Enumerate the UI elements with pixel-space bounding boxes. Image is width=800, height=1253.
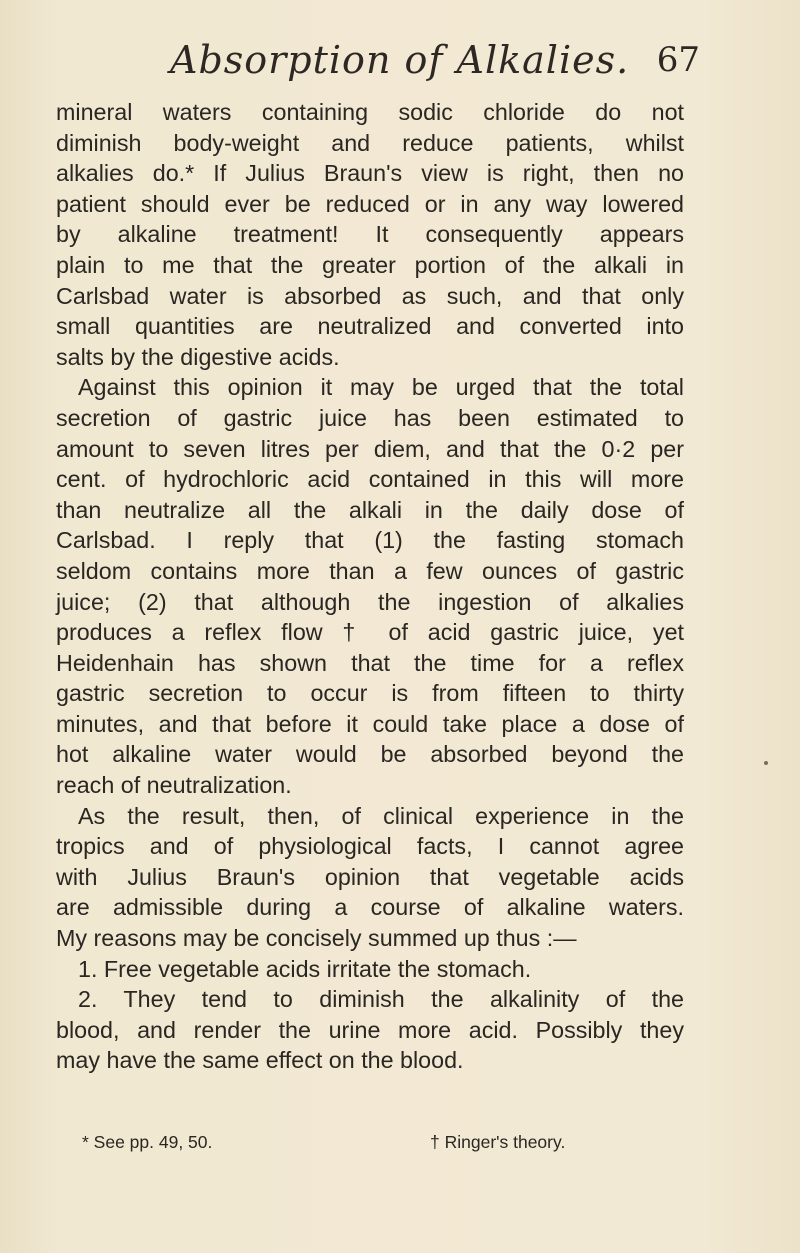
text-line: salts by the digestive acids.: [56, 343, 340, 370]
text-line: reach of neutralization.: [56, 772, 292, 799]
text-line: small quantities are neutralized and converted into: [56, 313, 684, 340]
text-line: by alkaline treatment! It consequently appears: [56, 221, 684, 248]
text-line: 1. Free vegetable acids irritate the stomach.: [78, 955, 532, 982]
margin-speck: [764, 761, 768, 765]
text-line: juice; (2) that although the ingestion of alkalies: [56, 588, 684, 615]
text-line: may have the same effect on the blood.: [56, 1047, 464, 1074]
text-line: patient should ever be reduced or in any way lowered: [56, 190, 684, 217]
text-line: with Julius Braun's opinion that vegetable acids: [56, 863, 684, 890]
running-header: [160, 38, 700, 88]
text-line: alkalies do.* If Julius Braun's view is right, then no: [56, 160, 684, 187]
text-line: hot alkaline water would be absorbed beyond the: [56, 741, 684, 768]
page-number: 67: [656, 40, 700, 80]
text-line: plain to me that the greater portion of the alkali in: [56, 251, 684, 278]
text-line: produces a reflex flow † of acid gastric juice, yet: [56, 619, 684, 646]
text-line: mineral waters containing sodic chloride do not: [56, 99, 684, 125]
footnote-star: * See pp. 49, 50.: [82, 1132, 213, 1152]
text-line: Heidenhain has shown that the time for a reflex: [56, 649, 684, 676]
running-title: Absorption of Alkalies.: [170, 38, 630, 82]
text-line: Against this opinion it may be urged that the total: [78, 374, 684, 401]
text-line: My reasons may be concisely summed up thus :—: [56, 925, 577, 952]
text-line: Carlsbad. I reply that (1) the fasting stomach: [56, 527, 684, 554]
text-line: minutes, and that before it could take place a dose of: [56, 710, 684, 737]
body-text: [56, 97, 684, 1076]
text-line: 2. They tend to diminish the alkalinity of the: [78, 986, 684, 1013]
text-line: tropics and of physiological facts, I cannot agree: [56, 833, 684, 860]
text-line: As the result, then, of clinical experience in the: [78, 802, 684, 829]
footnote-dagger: † Ringer's theory.: [430, 1132, 566, 1152]
text-line: amount to seven litres per diem, and that the 0·2 per: [56, 435, 684, 462]
text-line: Carlsbad water is absorbed as such, and that only: [56, 282, 684, 309]
text-line: secretion of gastric juice has been estimated to: [56, 404, 684, 431]
text-line: cent. of hydrochloric acid contained in this will more: [56, 466, 684, 493]
text-line: seldom contains more than a few ounces of gastric: [56, 557, 684, 584]
footnotes: [82, 1132, 682, 1156]
text-line: are admissible during a course of alkaline waters.: [56, 894, 684, 921]
text-line: than neutralize all the alkali in the daily dose of: [56, 496, 684, 523]
text-line: blood, and render the urine more acid. Possibly they: [56, 1016, 684, 1043]
text-line: gastric secretion to occur is from fifteen to thirty: [56, 680, 684, 707]
text-line: diminish body-weight and reduce patients, whilst: [56, 129, 684, 156]
